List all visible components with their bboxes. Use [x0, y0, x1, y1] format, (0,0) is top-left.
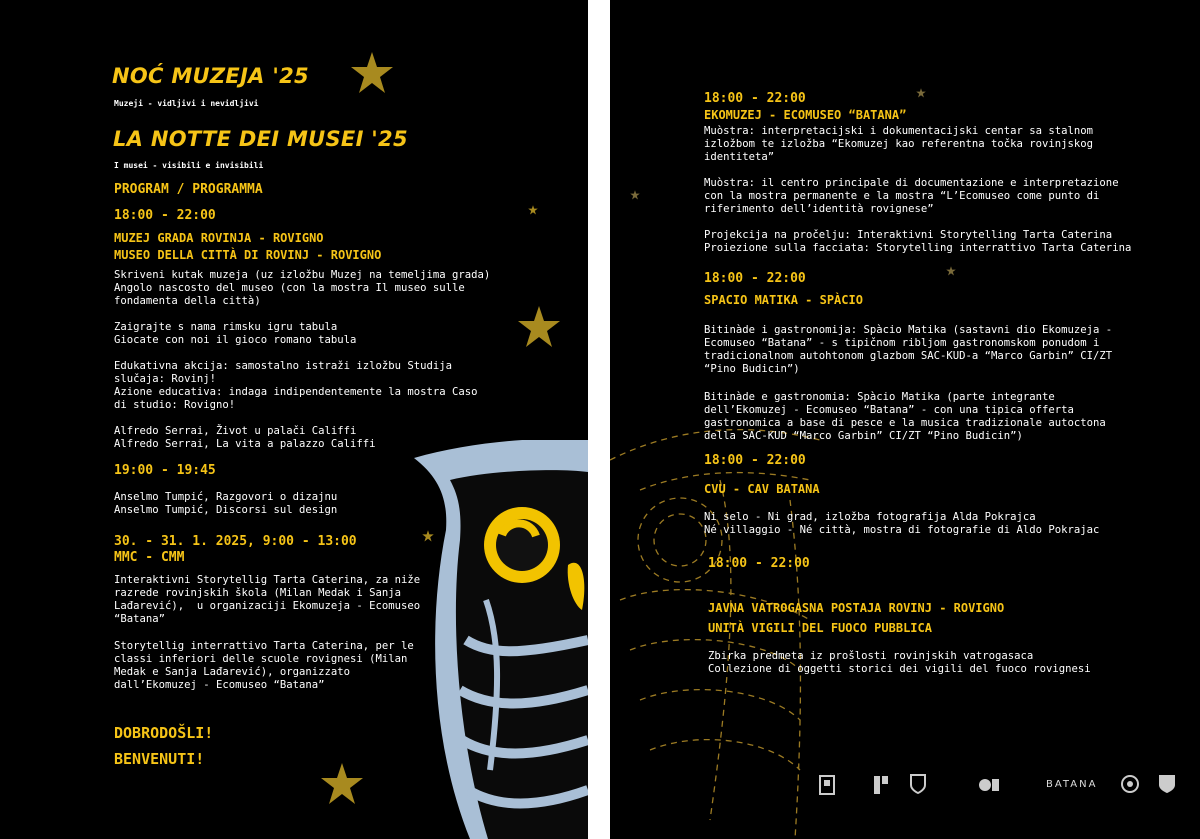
star-icon [916, 88, 926, 98]
sponsor-logos [810, 772, 1190, 800]
venue-title: SPACIO MATIKA - SPÀCIO [704, 293, 863, 307]
title-hr: NOĆ MUZEJA '25 [112, 64, 309, 88]
star-icon [946, 266, 956, 276]
time-slot: 18:00 - 22:00 [704, 91, 806, 106]
venue-title: EKOMUZEJ - ECOMUSEO “BATANA” [704, 108, 907, 122]
event-text: Bitinàde i gastronomija: Spàcio Matika (sastavni dio Ekomuzeja - Ecomuseo “Batana” - s tipičnom ribljom gastronomskom ponudom i tradicionalnom autohtonom glazbom SAC-KUD-a “Marco Garbin” CI/ZT “Pino Budicin”) [704, 324, 1113, 375]
subtitle-hr: Muzeji - vidljivi i nevidljivi [114, 99, 259, 108]
owl-illustration [410, 440, 588, 839]
circle-logo-icon [1120, 774, 1140, 794]
event-text: Muòstra: interpretacijski i dokumentacijski centar sa stalnom izložbom te izložba “Ekomuzej kao referentna točka rovinjskog identiteta” [704, 125, 1094, 163]
event-text: Alfredo Serrai, Život u palači Califfi Alfredo Serrai, La vita a palazzo Califfi [114, 425, 376, 450]
event-text: Zbirka predmeta iz prošlosti rovinjskih vatrogasaca Collezione di oggetti storici dei vigili del fuoco rovignesi [708, 650, 1091, 675]
star-icon [528, 205, 538, 215]
event-text: Projekcija na pročelju: Interaktivni Storytelling Tarta Caterina Proiezione sulla facciata: Storytelling interrattivo Tarta Caterina [704, 229, 1132, 254]
subtitle-it: I musei - visibili e invisibili [114, 161, 264, 170]
event-text: Edukativna akcija: samostalno istraži izložbu Studija slučaja: Rovinj! Azione educativa: indaga indipendentemente la mostra Caso di studio: Rovigno! [114, 360, 478, 411]
venue-hr: MUZEJ GRADA ROVINJA - ROVIGNO [114, 231, 324, 245]
sponsor-logo-icon [978, 776, 1000, 794]
time-slot: 30. - 31. 1. 2025, 9:00 - 13:00 MMC - CMM [114, 534, 357, 565]
title-it: LA NOTTE DEI MUSEI '25 [113, 127, 408, 151]
event-text: Ni selo - Ni grad, izložba fotografija Alda Pokrajca Né villaggio - Né città, mostra di fotografie di Aldo Pokrajac [704, 511, 1100, 536]
crest-icon [1158, 774, 1176, 794]
batana-logo: BATANA [1046, 779, 1098, 790]
venue-title: CVU - CAV BATANA [704, 482, 820, 496]
left-page [0, 0, 588, 839]
crest-icon [910, 774, 926, 794]
event-text: Interaktivni Storytellig Tarta Caterina, za niže razrede rovinjskih škola (Milan Medak i Sanja Lađarević), u organizaciji Ekomuzeja - Ecomuseo “Batana” [114, 574, 421, 625]
time-slot: 18:00 - 22:00 [704, 453, 806, 468]
star-icon [320, 763, 364, 805]
event-text: Muòstra: il centro principale di documentazione e interpretazione con la mostra permanente e la mostra “L’Ecomuseo come punto di riferimento dell’identità rovignese” [704, 177, 1119, 215]
star-icon [350, 52, 394, 94]
sponsor-logo-icon [872, 774, 890, 796]
right-page [610, 0, 1200, 839]
time-slot: 18:00 - 22:00 [704, 271, 806, 286]
program-heading: PROGRAM / PROGRAMMA [114, 182, 263, 197]
time-slot: 18:00 - 22:00 [114, 208, 216, 223]
event-text: Anselmo Tumpić, Razgovori o dizajnu Anselmo Tumpić, Discorsi sul design [114, 491, 338, 516]
event-text: Bitinàde e gastronomia: Spàcio Matika (parte integrante dell’Ekomuzej - Ecomuseo “Batana” - con una tipica offerta gastronomica a base di pesce e la musica tradizionale autoctona della SAC-KUD “Marco Garbin” CI/ZT “Pino Budicin”) [704, 391, 1106, 442]
star-icon [517, 306, 561, 348]
time-slot: 19:00 - 19:45 [114, 463, 216, 478]
venue-it: MUSEO DELLA CITTÀ DI ROVINJ - ROVIGNO [114, 248, 382, 262]
time-slot: 18:00 - 22:00 [708, 556, 810, 571]
welcome-text: DOBRODOŠLI! BENVENUTI! [114, 724, 214, 768]
sponsor-logo-icon [818, 774, 836, 796]
event-text: Storytellig interrattivo Tarta Caterina, per le classi inferiori delle scuole rovignesi (Milan Medak e Sanja Lađarević), organizzato dall’Ekomuzej - Ecomuseo “Batana” [114, 640, 414, 691]
event-text: Skriveni kutak muzeja (uz izložbu Muzej na temeljima grada) Angolo nascosto del museo (con la mostra Il museo sulle fondamenta della città) [114, 269, 491, 307]
venue-title: JAVNA VATROGASNA POSTAJA ROVINJ - ROVIGNO UNITÀ VIGILI DEL FUOCO PUBBLICA [708, 601, 1005, 635]
event-text: Zaigrajte s nama rimsku igru tabula Giocate con noi il gioco romano tabula [114, 321, 357, 346]
star-icon [630, 190, 640, 200]
